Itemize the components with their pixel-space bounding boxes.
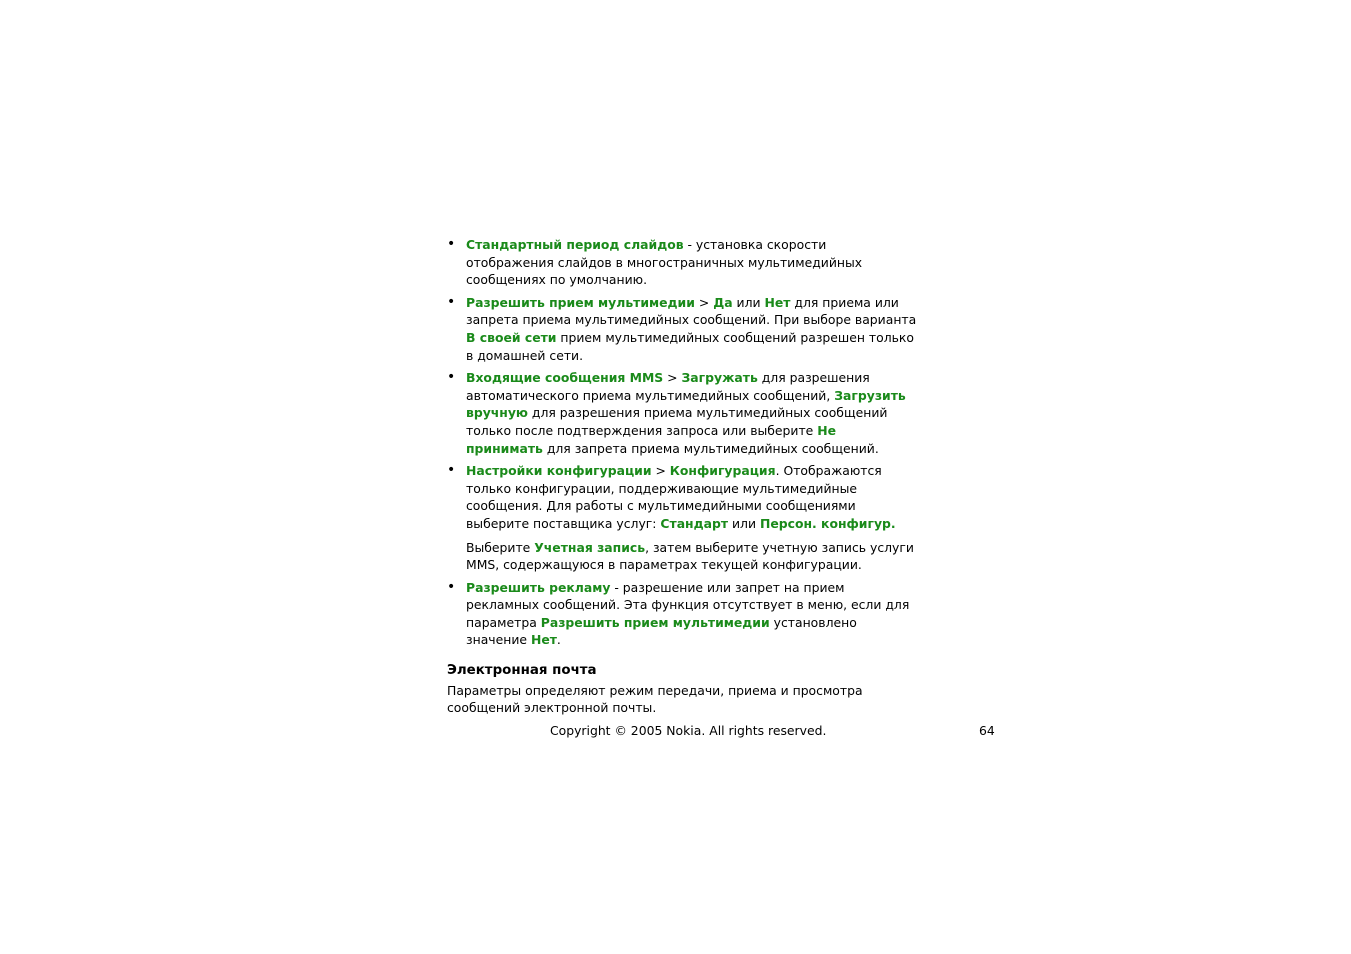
bullet-icon: • xyxy=(447,236,456,252)
settings-list xyxy=(447,236,917,649)
option-name: Не принимать xyxy=(466,422,837,456)
option-name: Нет xyxy=(530,632,557,648)
list-item-text xyxy=(466,462,917,532)
text-run: > xyxy=(651,463,670,479)
bullet-icon: • xyxy=(447,462,456,479)
list-item-subparagraph xyxy=(466,539,917,574)
option-name: Загрузить вручную xyxy=(466,387,906,421)
list-item xyxy=(447,294,917,364)
option-name: Учетная запись xyxy=(534,539,646,555)
text-run: или xyxy=(732,294,765,310)
option-name: Загружать xyxy=(681,370,758,386)
text-run: для запрета приема мультимедийных сообщений. xyxy=(542,440,879,456)
text-run: для приема или запрета приема мультимедийных сообщений. При выборе варианта xyxy=(466,294,917,328)
footer-copyright: Copyright © 2005 Nokia. All rights reserved. xyxy=(550,723,827,738)
option-name: Разрешить рекламу xyxy=(466,579,611,595)
bullet-icon: • xyxy=(447,293,456,310)
text-run: > xyxy=(694,294,714,310)
page-number: 64 xyxy=(979,723,995,738)
list-item xyxy=(447,462,917,574)
option-name: Настройки конфигурации xyxy=(466,463,652,479)
option-name: Нет xyxy=(764,294,791,310)
option-name: Стандарт xyxy=(660,515,729,531)
list-item-text xyxy=(466,294,917,364)
text-run: Выберите xyxy=(466,539,535,555)
list-item xyxy=(447,369,917,457)
text-run: - разрешение или запрет на прием рекламных сообщений. Эта функция отсутствует в меню, если для параметра xyxy=(466,579,910,630)
text-run: . Отображаются только конфигурации, поддерживающие мультимедийные сообщения. Для работы с мультимедийными сообщениями выберите поставщика услуг: xyxy=(466,463,882,531)
list-item xyxy=(447,579,917,649)
option-name: Входящие сообщения MMS xyxy=(466,370,664,386)
list-item-text xyxy=(466,579,917,649)
text-run: для разрешения приема мультимедийных сообщений только после подтверждения запроса или выберите xyxy=(466,405,888,438)
document-body xyxy=(447,236,917,717)
bullet-icon: • xyxy=(447,369,456,386)
text-run: . xyxy=(556,632,561,648)
text-run: - установка скорости отображения слайдов в многостраничных мультимедийных сообщениях по умолчанию. xyxy=(466,237,863,288)
text-run: > xyxy=(663,370,682,386)
text-run: прием мультимедийных сообщений разрешен только в домашней сети. xyxy=(466,329,914,363)
section-heading: Электронная почта xyxy=(447,663,597,679)
text-run: или xyxy=(728,515,760,531)
list-item-text xyxy=(466,369,917,457)
text-run: для разрешения автоматического приема мультимедийных сообщений, xyxy=(466,370,870,403)
section-paragraph: Параметры определяют режим передачи, приема и просмотра сообщений электронной почты. xyxy=(447,682,863,716)
option-name: Стандартный период слайдов xyxy=(466,237,684,252)
option-name: Разрешить прием мультимедии xyxy=(540,614,770,630)
option-name: Конфигурация xyxy=(669,463,776,479)
list-item xyxy=(447,236,917,289)
option-name: Разрешить прием мультимедии xyxy=(466,294,695,310)
text-run: , затем выберите учетную запись услуги MMS, содержащуюся в параметрах текущей конфигурации. xyxy=(466,539,914,573)
bullet-icon: • xyxy=(447,578,456,595)
text-run: установлено значение xyxy=(466,614,857,648)
option-name: Да xyxy=(713,294,733,310)
list-item-text xyxy=(466,236,917,289)
option-name: Персон. конфигур. xyxy=(759,515,896,531)
option-name: В своей сети xyxy=(466,329,557,345)
